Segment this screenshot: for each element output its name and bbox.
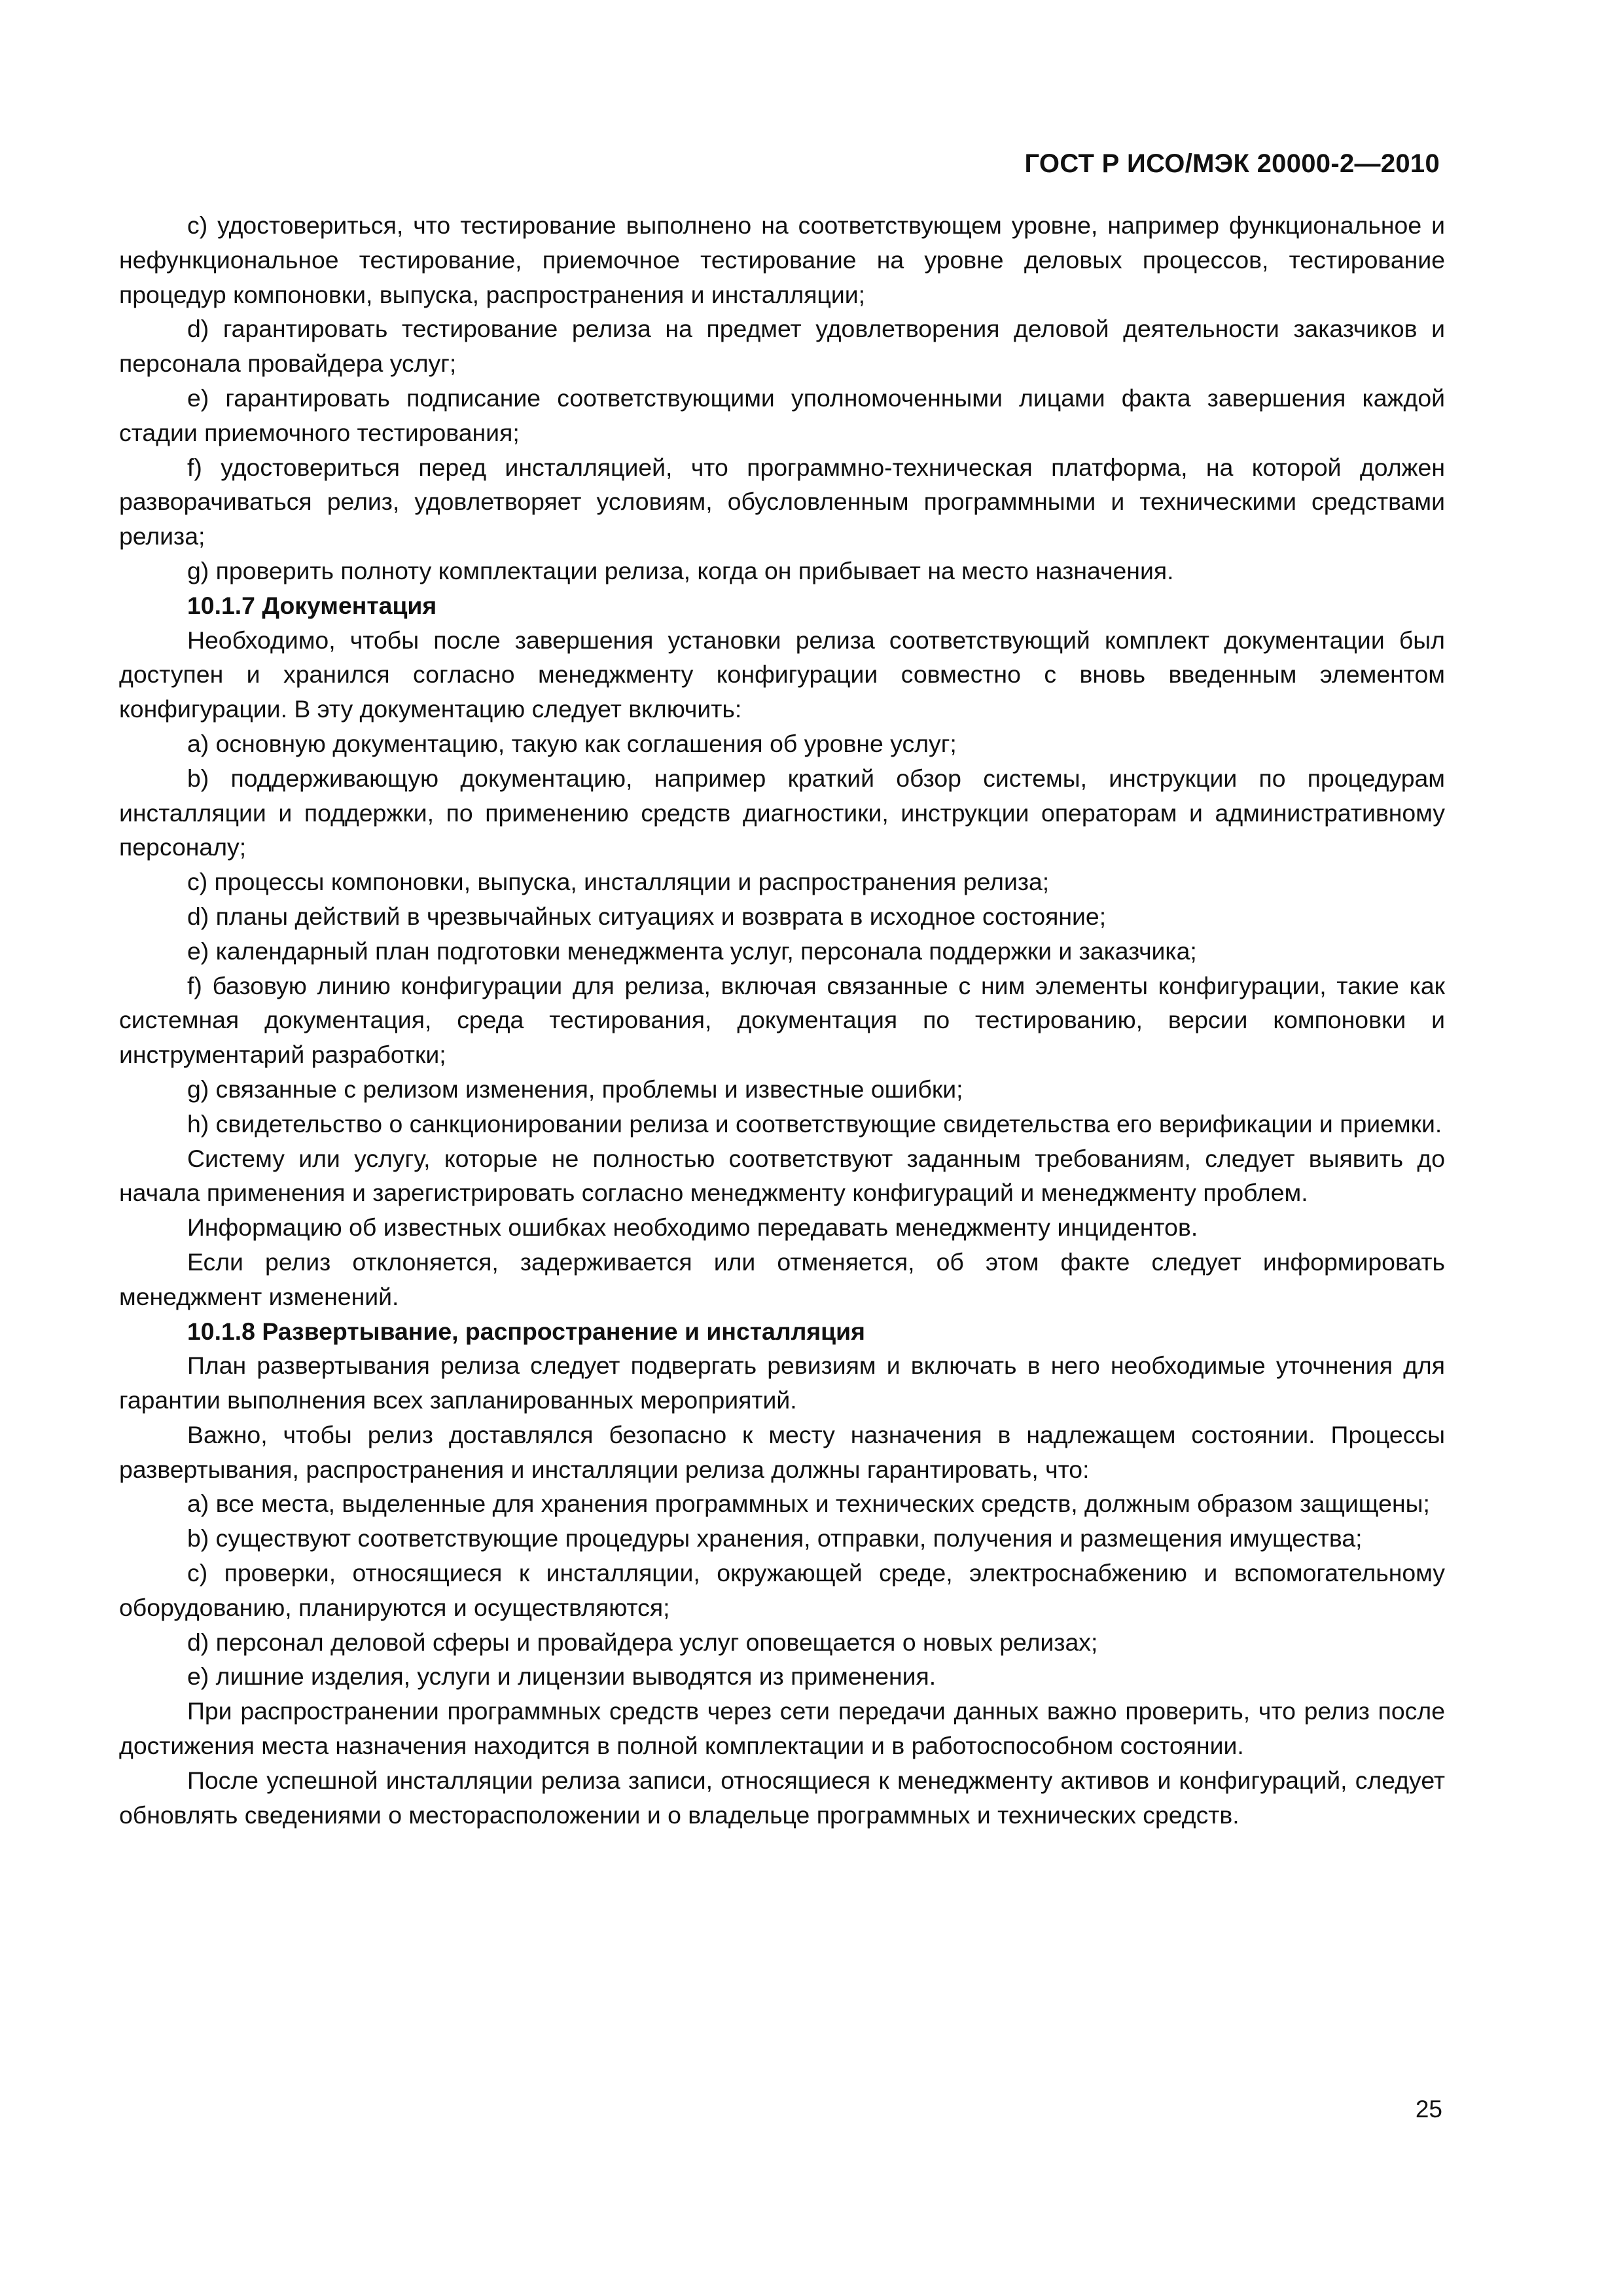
- paragraph: После успешной инсталляции релиза записи, относящиеся к менеджменту активов и конфигураций, следует обновлять сведениями о месторасположении и о владельце программных и технических средств.: [119, 1766, 1445, 1829]
- page-number: 25: [1415, 2096, 1442, 2123]
- list-item: е) лишние изделия, услуги и лицензии выводятся из применения.: [187, 1662, 936, 1691]
- paragraph: Если релиз отклоняется, задерживается или отменяется, об этом факте следует информировать менеджмент изменений.: [119, 1247, 1445, 1310]
- list-item: с) процессы компоновки, выпуска, инсталляции и распространения релиза;: [187, 868, 1050, 896]
- list-item: с) удостовериться, что тестирование выполнено на соответствующем уровне, например функциональное и нефункциональное тестирование, приемочное тестирование на уровне деловых процессов, тестирование процедур компоновки, выпуска, распространения и инсталляции;: [119, 211, 1445, 308]
- list-item: f) удостовериться перед инсталляцией, что программно-техническая платформа, на которой должен разворачиваться релиз, удовлетворяет условиям, обусловленным программными и техническими средствами релиза;: [119, 453, 1445, 550]
- document-standard-id: ГОСТ Р ИСО/МЭК 20000-2—2010: [1024, 149, 1440, 178]
- list-item: g) проверить полноту комплектации релиза, когда он прибывает на место назначения.: [187, 556, 1174, 584]
- list-item: е) календарный план подготовки менеджмента услуг, персонала поддержки и заказчика;: [187, 937, 1197, 965]
- paragraph: Важно, чтобы релиз доставлялся безопасно к месту назначения в надлежащем состоянии. Процессы развертывания, распространения и инсталляции релиза должны гарантировать, что:: [119, 1420, 1445, 1483]
- list-item: d) гарантировать тестирование релиза на предмет удовлетворения деловой деятельности заказчиков и персонала провайдера услуг;: [119, 315, 1445, 378]
- list-item: b) существуют соответствующие процедуры хранения, отправки, получения и размещения имущества;: [187, 1524, 1363, 1552]
- paragraph: Информацию об известных ошибках необходимо передавать менеджменту инцидентов.: [187, 1213, 1198, 1242]
- list-item: f) базовую линию конфигурации для релиза, включая связанные с ним элементы конфигурации, такие как системная документация, среда тестирования, документация по тестированию, версии компоновки и инструментарий разработки;: [119, 971, 1445, 1069]
- paragraph: Систему или услугу, которые не полностью соответствуют заданным требованиям, следует выявить до начала применения и зарегистрировать согласно менеджменту конфигураций и менеджменту проблем.: [119, 1144, 1445, 1207]
- list-item: а) основную документацию, такую как соглашения об уровне услуг;: [187, 729, 957, 757]
- paragraph: План развертывания релиза следует подвергать ревизиям и включать в него необходимые уточнения для гарантии выполнения всех запланированных мероприятий.: [119, 1352, 1445, 1414]
- paragraph: При распространении программных средств через сети передачи данных важно проверить, что релиз после достижения места назначения находится в полной комплектации и в работоспособном состоянии.: [119, 1697, 1445, 1760]
- section-heading-documentation: 10.1.7 Документация: [187, 591, 437, 619]
- document-body: [119, 208, 1445, 1832]
- paragraph: Необходимо, чтобы после завершения установки релиза соответствующий комплект документации был доступен и хранился согласно менеджменту конфигурации совместно с вновь введенным элементом конфигурации. В эту документацию следует включить:: [119, 626, 1445, 723]
- list-item: а) все места, выделенные для хранения программных и технических средств, должным образом защищены;: [187, 1490, 1430, 1518]
- list-item: с) проверки, относящиеся к инсталляции, окружающей среде, электроснабжению и вспомогательному оборудованию, планируются и осуществляются;: [119, 1559, 1445, 1621]
- list-item: d) планы действий в чрезвычайных ситуациях и возврата в исходное состояние;: [187, 902, 1107, 930]
- list-item: b) поддерживающую документацию, например краткий обзор системы, инструкции по процедурам инсталляции и поддержки, по применению средств диагностики, инструкции операторам и административному персоналу;: [119, 764, 1445, 861]
- list-item: h) свидетельство о санкционировании релиза и соответствующие свидетельства его верификации и приемки.: [187, 1109, 1442, 1138]
- list-item: d) персонал деловой сферы и провайдера услуг оповещается о новых релизах;: [187, 1628, 1098, 1656]
- section-heading-deployment: 10.1.8 Развертывание, распространение и инсталляция: [187, 1317, 865, 1345]
- list-item: е) гарантировать подписание соответствующими уполномоченными лицами факта завершения каждой стадии приемочного тестирования;: [119, 384, 1445, 446]
- list-item: g) связанные с релизом изменения, проблемы и известные ошибки;: [187, 1075, 963, 1103]
